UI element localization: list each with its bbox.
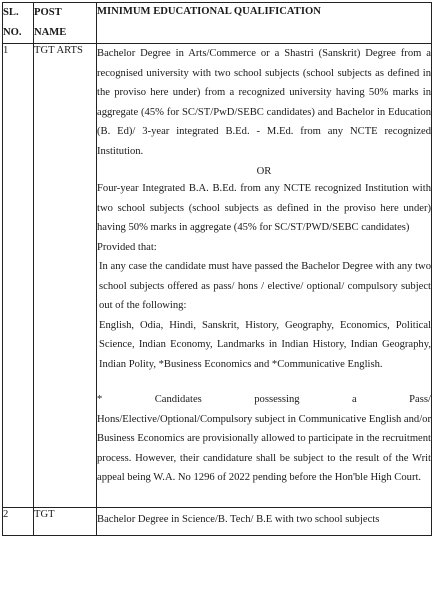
note-word: possessing <box>254 394 300 405</box>
sl-header-line2: NO. <box>3 27 22 38</box>
sl-header-line1: SL. <box>3 7 19 18</box>
row-sl-number: 2 <box>3 507 34 535</box>
note-word: * <box>97 394 103 405</box>
post-name-header <box>34 3 97 44</box>
note-word: a <box>352 394 357 405</box>
or-separator: OR <box>256 166 272 177</box>
qualification-paragraph: Four-year Integrated B.A. B.Ed. from any NCTE recognized Institution with two school subjects (school subjects as defined in the proviso here under) having 50% marks in aggregate (45% for SC/ST/PWD/SEBC candidates) <box>97 183 431 233</box>
qualification-table <box>2 2 432 536</box>
table-row <box>3 507 432 535</box>
row-post-name: TGT <box>34 507 97 535</box>
note-paragraph: Hons/Elective/Optional/Compulsory subject in Communicative English and/or Business Economics are provisionally allowed to participate in the recruitment process. However, their candidature shall be subject to the result of the Writ appeal being W.A. No 1296 of 2022 pending before the Hon'ble High Court. <box>97 413 431 483</box>
proviso-paragraph: In any case the candidate must have passed the Bachelor Degree with any two school subjects offered as pass/ hons / elective/ optional/ compulsory subject out of the following: <box>99 261 431 311</box>
header-row <box>3 3 432 44</box>
post-header-line1: POST <box>34 7 62 18</box>
post-header-line2: NAME <box>34 27 67 38</box>
sl-no-header <box>3 3 34 44</box>
row-qualification: Bachelor Degree in Science/B. Tech/ B.E with two school subjects <box>97 507 432 535</box>
row-qualification <box>97 44 432 508</box>
note-first-line <box>97 390 431 410</box>
note-word: Pass/ <box>409 394 431 405</box>
note-word: Candidates <box>154 394 202 405</box>
subjects-list: English, Odia, Hindi, Sanskrit, History, Geography, Economics, Political Science, Indian Economy, Landmarks in Indian History, Indian Geography, Indian Polity, *Business Economics and *Communicative English. <box>99 319 431 370</box>
qualification-paragraph: Bachelor Degree in Arts/Commerce or a Shastri (Sanskrit) Degree from a recognised university with two school subjects (school subjects as defined in the proviso here under) from a recognized university having 50% marks in aggregate (45% for SC/ST/PwD/SEBC candidates) and Bachelor in Education (B. Ed)/ 3-year integrated B.Ed. - M.Ed. from any NCTE recognized Institution. <box>97 48 431 157</box>
qualification-header: MINIMUM EDUCATIONAL QUALIFICATION <box>97 3 432 44</box>
table-row <box>3 44 432 508</box>
provided-that-label: Provided that: <box>97 241 157 253</box>
row-post-name: TGT ARTS <box>34 44 97 508</box>
row-sl-number: 1 <box>3 44 34 508</box>
